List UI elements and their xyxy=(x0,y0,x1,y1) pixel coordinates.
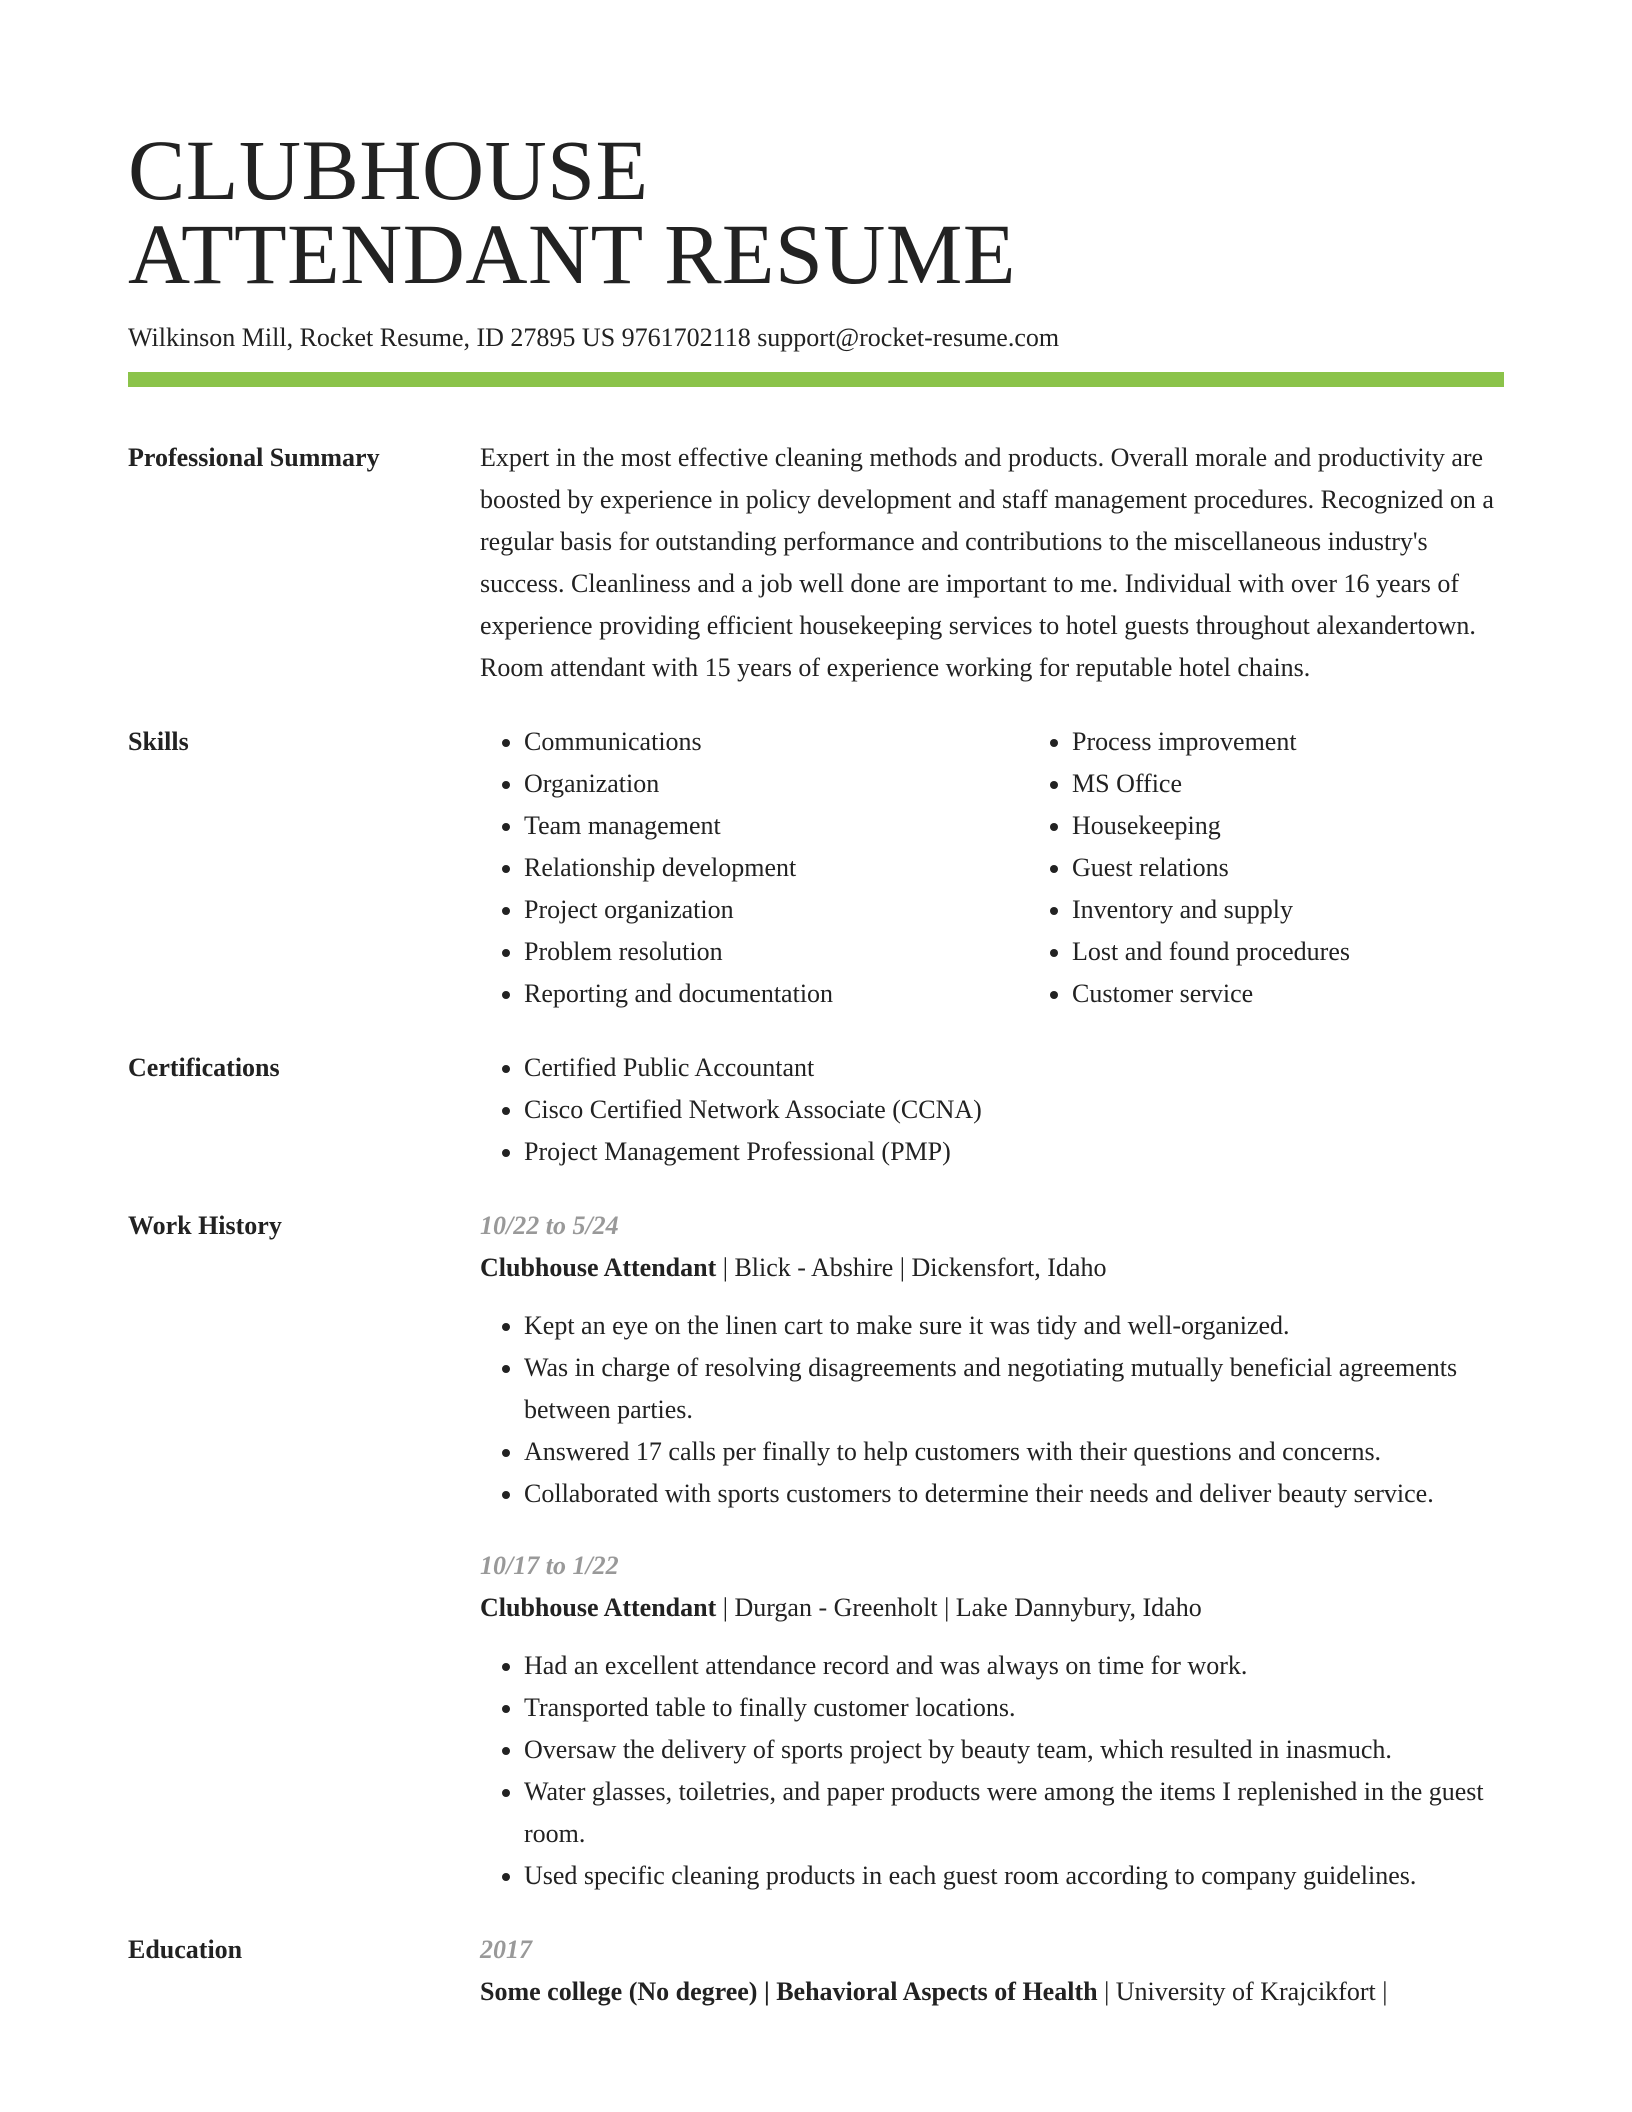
job-entry xyxy=(480,1205,1504,1515)
skill-item: • Customer service xyxy=(1072,973,1350,1015)
title-line-2: ATTENDANT RESUME xyxy=(128,206,1016,302)
summary-text: Expert in the most effective cleaning methods and products. Overall morale and productivity are boosted by experience in policy development and staff management procedures. Recognized on a regular basis for outstanding performance and contributions to the miscellaneous industry's success. Cleanliness and a job well done are important to me. Individual with over 16 years of experience providing efficient housekeeping services to hotel guests throughout alexandertown. Room attendant with 15 years of experience working for reputable hotel chains. xyxy=(480,443,1494,682)
education-degree: Some college (No degree) | Behavioral Aspects of Health xyxy=(480,1977,1098,2006)
job-dates: 10/17 to 1/22 xyxy=(480,1551,619,1580)
contact-info: Wilkinson Mill, Rocket Resume, ID 27895 US 9761702118 support@rocket-resume.com xyxy=(128,323,1060,352)
job-duty: • Had an excellent attendance record and was always on time for work. xyxy=(524,1645,1504,1687)
job-employer: | Durgan - Greenholt | Lake Dannybury, Idaho xyxy=(716,1593,1202,1622)
certification-item: • Certified Public Accountant xyxy=(524,1047,1504,1089)
skill-item: • Housekeeping xyxy=(1072,805,1350,847)
education-school: | University of Krajcikfort | xyxy=(1097,1977,1388,2006)
job-heading xyxy=(480,1247,1504,1289)
job-heading xyxy=(480,1587,1504,1629)
job-duty: • Used specific cleaning products in each guest room according to company guidelines. xyxy=(524,1855,1504,1897)
job-title: Clubhouse Attendant xyxy=(480,1593,717,1622)
job-duty: • Transported table to finally customer locations. xyxy=(524,1687,1504,1729)
skill-item: • Guest relations xyxy=(1072,847,1350,889)
title-line-1: CLUBHOUSE xyxy=(128,122,649,218)
job-duty: • Kept an eye on the linen cart to make sure it was tidy and well-organized. xyxy=(524,1305,1504,1347)
job-duty: • Oversaw the delivery of sports project by beauty team, which resulted in inasmuch. xyxy=(524,1729,1504,1771)
skill-item: • Process improvement xyxy=(1072,721,1350,763)
job-duty: • Was in charge of resolving disagreements and negotiating mutually beneficial agreements between parties. xyxy=(524,1347,1504,1431)
job-duty: • Answered 17 calls per finally to help customers with their questions and concerns. xyxy=(524,1431,1504,1473)
education-section xyxy=(128,1929,1504,2013)
skill-item: • Team management xyxy=(524,805,1028,847)
job-employer: | Blick - Abshire | Dickensfort, Idaho xyxy=(716,1253,1107,1282)
summary-section xyxy=(128,437,1504,689)
job-duties xyxy=(480,1645,1504,1897)
skill-item: • Relationship development xyxy=(524,847,1028,889)
skills-list-right xyxy=(1028,721,1350,1015)
education-heading: Education xyxy=(128,1935,243,1964)
skills-list-left xyxy=(480,721,1028,1015)
skill-item: • Lost and found procedures xyxy=(1072,931,1350,973)
job-entry xyxy=(480,1545,1504,1897)
skill-item: • Communications xyxy=(524,721,1028,763)
certifications-section xyxy=(128,1047,1504,1173)
skill-item: • Reporting and documentation xyxy=(524,973,1028,1015)
education-year: 2017 xyxy=(480,1935,532,1964)
job-title: Clubhouse Attendant xyxy=(480,1253,717,1282)
certifications-list xyxy=(480,1047,1504,1173)
job-duty: • Water glasses, toiletries, and paper products were among the items I replenished in the guest room. xyxy=(524,1771,1504,1855)
accent-divider xyxy=(128,372,1504,387)
job-dates: 10/22 to 5/24 xyxy=(480,1211,619,1240)
certifications-heading: Certifications xyxy=(128,1053,280,1082)
skill-item: • MS Office xyxy=(1072,763,1350,805)
page-title xyxy=(128,0,1504,302)
work-history-heading: Work History xyxy=(128,1211,282,1240)
skills-heading: Skills xyxy=(128,727,189,756)
skill-item: • Organization xyxy=(524,763,1028,805)
skills-section xyxy=(128,721,1504,1015)
education-line xyxy=(480,1971,1504,2013)
job-duties xyxy=(480,1305,1504,1515)
skill-item: • Project organization xyxy=(524,889,1028,931)
job-duty: • Collaborated with sports customers to determine their needs and deliver beauty service. xyxy=(524,1473,1504,1515)
resume-page xyxy=(128,0,1504,2013)
work-history-section xyxy=(128,1205,1504,1897)
certification-item: • Cisco Certified Network Associate (CCNA) xyxy=(524,1089,1504,1131)
summary-heading: Professional Summary xyxy=(128,443,380,472)
skill-item: • Problem resolution xyxy=(524,931,1028,973)
certification-item: • Project Management Professional (PMP) xyxy=(524,1131,1504,1173)
skill-item: • Inventory and supply xyxy=(1072,889,1350,931)
